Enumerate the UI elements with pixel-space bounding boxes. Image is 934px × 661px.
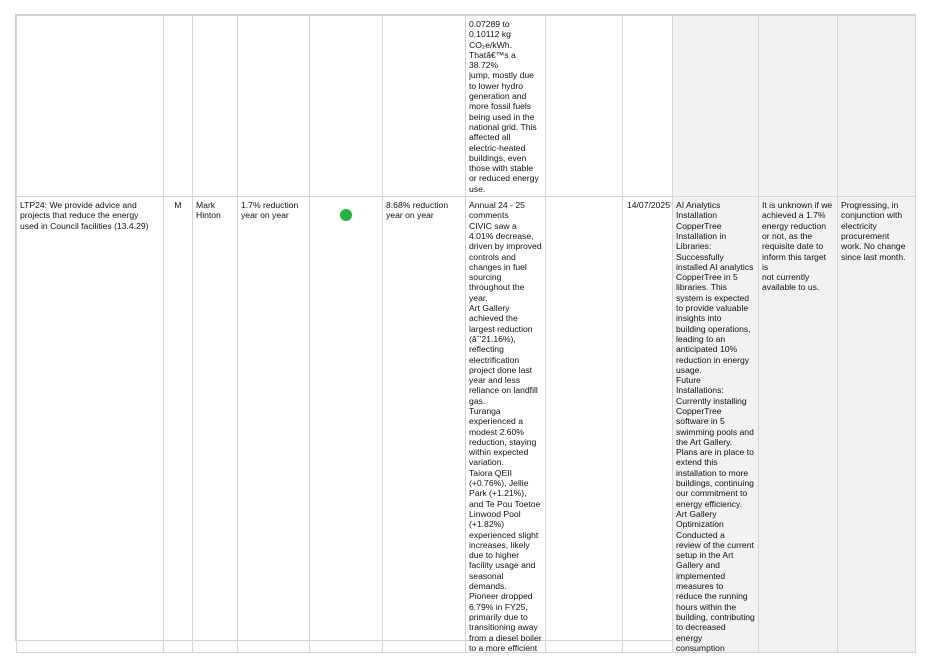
comment-line: to a more efficient — [469, 642, 538, 653]
comment-cell — [466, 16, 546, 197]
type-value: M — [174, 200, 182, 211]
actions-line: Installation — [676, 210, 718, 221]
actions-line: reduction in energy — [676, 354, 750, 365]
report-table-page — [15, 14, 916, 653]
actions-line: CopperTree — [676, 405, 722, 416]
actions-cell — [673, 197, 759, 653]
owner-line: Hinton — [196, 210, 221, 221]
comment-line: facility usage and — [469, 560, 536, 571]
assessment-line: It is unknown if we — [762, 200, 833, 211]
actions-line: the Art Gallery. — [676, 436, 733, 447]
progress-line: work. No change — [841, 241, 906, 252]
comment-line: from a diesel boiler — [469, 632, 542, 643]
actions-line: our commitment to — [676, 488, 748, 499]
comment-line: Annual 24 - 25 — [469, 200, 525, 211]
measure-line: used in Council facilities (13.4.29) — [20, 220, 149, 231]
measure-line: LTP24: We provide advice and — [20, 200, 137, 211]
progress-cell — [838, 197, 916, 653]
actions-line: extend this — [676, 457, 718, 468]
measure-cell — [17, 197, 164, 653]
actions-line: Art Gallery — [676, 508, 717, 519]
date-cell — [623, 197, 673, 653]
comment-line: those with stable — [469, 163, 534, 174]
comment-line: Linwood Pool — [469, 508, 521, 519]
actions-cell — [673, 16, 759, 197]
comment-line: changes in fuel — [469, 261, 527, 272]
comment-line: sourcing — [469, 272, 502, 283]
comment-cell — [466, 197, 546, 653]
actions-line: installation to more — [676, 467, 749, 478]
date-cell — [623, 16, 673, 197]
comment-line: and Te Pou Toetoe — [469, 498, 541, 509]
comment-line: reflecting — [469, 344, 504, 355]
comment-line: (+1.82%) — [469, 519, 505, 530]
target-cell — [238, 197, 310, 653]
owner-cell — [193, 197, 238, 653]
actions-line: energy efficiency. — [676, 498, 743, 509]
comment-line: national grid. This — [469, 121, 537, 132]
comment-line: more fossil fuels — [469, 101, 532, 112]
comment-line: year and less — [469, 375, 521, 386]
comment-line: seasonal — [469, 570, 504, 581]
comment-line: affected all — [469, 132, 511, 143]
status-indicator-icon — [340, 209, 352, 221]
comment-line: increases, likely — [469, 539, 530, 550]
actions-line: installed AI analytics — [676, 261, 754, 272]
actions-line: Future — [676, 375, 701, 386]
comment-line: being used in the — [469, 111, 535, 122]
target-line: year on year — [241, 210, 289, 221]
assessment-cell — [759, 197, 838, 653]
table-row — [17, 16, 916, 197]
comment-line: experienced slight — [469, 529, 539, 540]
extra-cell — [546, 197, 623, 653]
comment-line: within expected — [469, 447, 529, 458]
assessment-line: or not, as the — [762, 230, 813, 241]
status-cell — [310, 16, 383, 197]
actions-line: measures to — [676, 581, 724, 592]
update-date: 14/07/2025 — [626, 200, 670, 211]
actions-line: Currently installing — [676, 395, 747, 406]
actions-line: consumption — [676, 642, 725, 653]
comment-line: CIVIC saw a — [469, 220, 517, 231]
progress-line: conjunction with — [841, 210, 903, 221]
comment-line: reduction, staying — [469, 436, 537, 447]
comment-line: electrification — [469, 354, 520, 365]
actions-line: implemented — [676, 570, 726, 581]
owner-cell — [193, 16, 238, 197]
actions-line: CopperTree — [676, 220, 722, 231]
assessment-line: not currently — [762, 272, 810, 283]
comment-line: experienced a — [469, 416, 523, 427]
result-cell — [383, 16, 466, 197]
actions-line: leading to an — [676, 333, 726, 344]
assessment-line: energy reduction — [762, 220, 827, 231]
actions-line: Installations: — [676, 385, 724, 396]
actions-line: anticipated 10% — [676, 344, 738, 355]
progress-line: since last month. — [841, 251, 906, 262]
type-cell — [164, 197, 193, 653]
comment-line: or reduced energy — [469, 173, 539, 184]
actions-line: setup in the Art — [676, 550, 734, 561]
actions-line: building operations, — [676, 323, 751, 334]
comment-line: variation. — [469, 457, 504, 468]
measure-cell — [17, 16, 164, 197]
actions-line: Gallery and — [676, 560, 720, 571]
table-row — [17, 197, 916, 653]
actions-line: CopperTree in 5 — [676, 272, 738, 283]
result-cell — [383, 197, 466, 653]
actions-line: Optimization — [676, 519, 724, 530]
extra-cell — [546, 16, 623, 197]
assessment-line: available to us. — [762, 282, 820, 293]
actions-line: insights into — [676, 313, 722, 324]
actions-line: hours within the — [676, 601, 737, 612]
comment-line: Art Gallery — [469, 303, 510, 314]
comment-line: to lower hydro — [469, 80, 523, 91]
comment-line: buildings, even — [469, 152, 527, 163]
comment-line: 0.10112 kg — [469, 29, 511, 40]
comment-line: electric-heated — [469, 142, 526, 153]
comment-line: Taiora QEII — [469, 467, 512, 478]
assessment-line: inform this target is — [762, 251, 826, 272]
comment-line: jump, mostly due — [469, 70, 534, 81]
actions-line: to provide valuable — [676, 303, 749, 314]
comment-line: transitioning away — [469, 622, 538, 633]
actions-line: Installation in — [676, 230, 727, 241]
comment-line: project done last — [469, 364, 533, 375]
comment-line: use. — [469, 183, 486, 194]
actions-line: swimming pools and — [676, 426, 754, 437]
comment-line: gas. — [469, 395, 486, 406]
measure-line: projects that reduce the energy — [20, 210, 139, 221]
comment-line: (âˆ’21.16%), — [469, 333, 516, 344]
comment-line: primarily due to — [469, 611, 528, 622]
actions-line: energy — [676, 632, 703, 643]
actions-text — [676, 200, 755, 653]
result-line: 8.68% reduction — [386, 200, 449, 211]
comment-line: CO₂e/kWh. — [469, 39, 512, 50]
target-line: 1.7% reduction — [241, 200, 299, 211]
comment-line: demands. — [469, 581, 507, 592]
result-line: year on year — [386, 210, 434, 221]
actions-line: software in 5 — [676, 416, 725, 427]
type-cell — [164, 16, 193, 197]
actions-line: usage. — [676, 364, 702, 375]
assessment-line: requisite date to — [762, 241, 824, 252]
comment-line: Thatâ€™s a 38.72% — [469, 49, 516, 71]
actions-line: reduce the running — [676, 591, 748, 602]
comment-line: 6.79% in FY25, — [469, 601, 528, 612]
comment-line: Turanga — [469, 405, 501, 416]
progress-line: electricity — [841, 220, 877, 231]
status-cell — [310, 197, 383, 653]
comment-line: achieved the — [469, 313, 518, 324]
actions-line: AI Analytics — [676, 200, 721, 211]
comment-line: controls and — [469, 251, 516, 262]
comment-line: Pioneer dropped — [469, 591, 533, 602]
actions-line: building, contributing — [676, 611, 755, 622]
assessment-line: achieved a 1.7% — [762, 210, 826, 221]
progress-line: Progressing, in — [841, 200, 899, 211]
comment-line: 0.07289 to — [469, 19, 510, 29]
assessment-cell — [759, 16, 838, 197]
actions-line: review of the current — [676, 539, 754, 550]
actions-line: Successfully — [676, 251, 724, 262]
comment-line: driven by improved — [469, 241, 542, 252]
actions-line: Plans are in place to — [676, 447, 754, 458]
comment-line: throughout the — [469, 282, 525, 293]
comment-line: comments — [469, 210, 509, 221]
comment-line: (+0.76%), Jellie — [469, 478, 529, 489]
comment-line: modest 2.60% — [469, 426, 524, 437]
target-cell — [238, 16, 310, 197]
comment-line: reliance on landfill — [469, 385, 538, 396]
owner-line: Mark — [196, 200, 216, 211]
comment-text — [469, 200, 542, 653]
actions-line: to decreased — [676, 622, 726, 633]
comment-line: 4.01% decrease, — [469, 230, 534, 241]
progress-line: procurement — [841, 230, 890, 241]
comment-line: year. — [469, 292, 488, 303]
comment-line: generation and — [469, 91, 527, 102]
progress-cell — [838, 16, 916, 197]
comment-line: Park (+1.21%), — [469, 488, 527, 499]
actions-line: libraries. This — [676, 282, 727, 293]
kpi-table — [16, 15, 916, 653]
actions-line: buildings, continuing — [676, 478, 754, 489]
comment-line: due to higher — [469, 550, 520, 561]
comment-line: largest reduction — [469, 323, 533, 334]
actions-line: system is expected — [676, 292, 750, 303]
actions-line: Conducted a — [676, 529, 725, 540]
actions-line: Libraries: — [676, 241, 712, 252]
